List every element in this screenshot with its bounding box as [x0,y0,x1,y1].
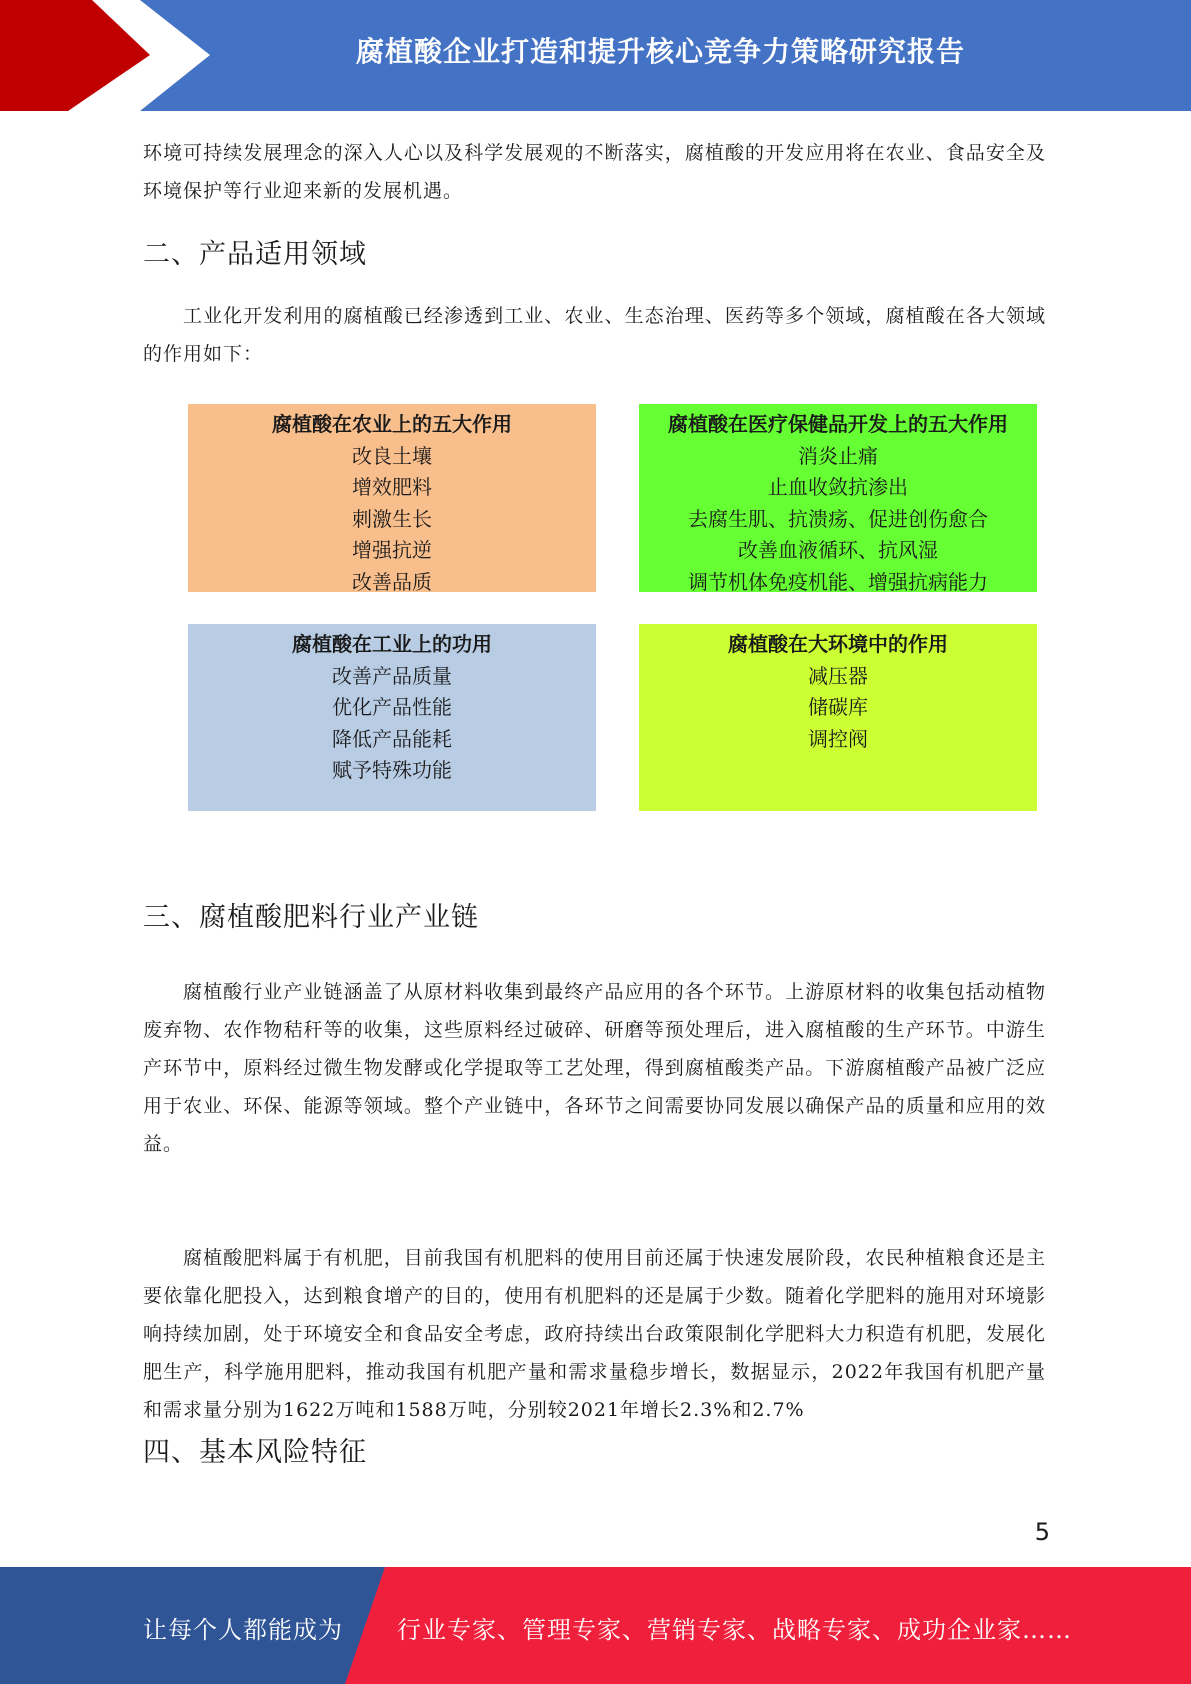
agriculture-item: 增效肥料 [352,475,432,499]
footer-slogan-right: 行业专家、管理专家、营销专家、战略专家、成功企业家…… [397,1616,1072,1644]
industry-box-title: 腐植酸在工业上的功用 [292,632,492,656]
medical-item: 消炎止痛 [798,443,878,468]
section-2-heading: 二、产品适用领域 [143,239,367,270]
agriculture-box-title: 腐植酸在农业上的五大作用 [272,412,512,436]
medical-item: 调节机体免疫机能、增强抗病能力 [688,569,988,594]
environment-box [639,624,1037,811]
medical-box-title: 腐植酸在医疗保健品开发上的五大作用 [668,412,1008,436]
industry-item: 改善产品质量 [332,663,452,688]
section-2-paragraph: 工业化开发利用的腐植酸已经渗透到工业、农业、生态治理、医药等多个领域，腐植酸在各大领域的作用如下： [143,305,1046,365]
industry-item: 优化产品性能 [332,695,452,719]
industry-item: 降低产品能耗 [332,726,452,751]
footer-slogan-left: 让每个人都能成为 [143,1616,343,1644]
section-3-paragraph-2: 腐植酸肥料属于有机肥，目前我国有机肥料的使用目前还属于快速发展阶段，农民种植粮食还是主要依靠化肥投入，达到粮食增产的目的，使用有机肥料的还是属于少数。随着化学肥料的施用对环境影响持续加剧，处于环境安全和食品安全考虑，政府持续出台政策限制化学肥料大力积造有机肥，发展化肥生产，科学施用肥料，推动我国有机肥产量和需求量稳步增长，数据显示，2022年我国有机肥产量和需求量分别为1622万吨和1588万吨，分别较2021年增长2.3%和2.7% [143,1247,1046,1421]
page-number: 5 [1034,1518,1050,1546]
agriculture-box [188,404,596,592]
industry-box [188,624,596,811]
environment-item: 调控阀 [808,726,868,751]
industry-item: 赋予特殊功能 [332,758,452,782]
medical-box [639,404,1037,592]
section-3-heading: 三、腐植酸肥料行业产业链 [143,902,479,933]
report-title: 腐植酸企业打造和提升核心竞争力策略研究报告 [355,35,965,68]
medical-item: 止血收敛抗渗出 [768,475,908,499]
page-footer [0,1567,1191,1684]
medical-item: 改善血液循环、抗风湿 [738,538,938,562]
section-4-heading: 四、基本风险特征 [143,1437,367,1468]
agriculture-item: 刺激生长 [352,506,432,531]
environment-box-title: 腐植酸在大环境中的作用 [728,632,948,656]
agriculture-item: 增强抗逆 [352,538,432,562]
agriculture-item: 改善品质 [352,569,432,594]
page-header [0,0,1191,111]
environment-item: 减压器 [808,663,868,688]
medical-item: 去腐生肌、抗溃疡、促进创伤愈合 [688,506,988,531]
agriculture-item: 改良土壤 [352,443,432,468]
intro-paragraph: 环境可持续发展理念的深入人心以及科学发展观的不断落实，腐植酸的开发应用将在农业、食品安全及环境保护等行业迎来新的发展机遇。 [143,142,1046,202]
environment-item: 储碳库 [808,695,868,719]
section-3-paragraph-1: 腐植酸行业产业链涵盖了从原材料收集到最终产品应用的各个环节。上游原材料的收集包括动植物废弃物、农作物秸秆等的收集，这些原料经过破碎、研磨等预处理后，进入腐植酸的生产环节。中游生产环节中，原料经过微生物发酵或化学提取等工艺处理，得到腐植酸类产品。下游腐植酸产品被广泛应用于农业、环保、能源等领域。整个产业链中，各环节之间需要协同发展以确保产品的质量和应用的效益。 [143,981,1046,1155]
